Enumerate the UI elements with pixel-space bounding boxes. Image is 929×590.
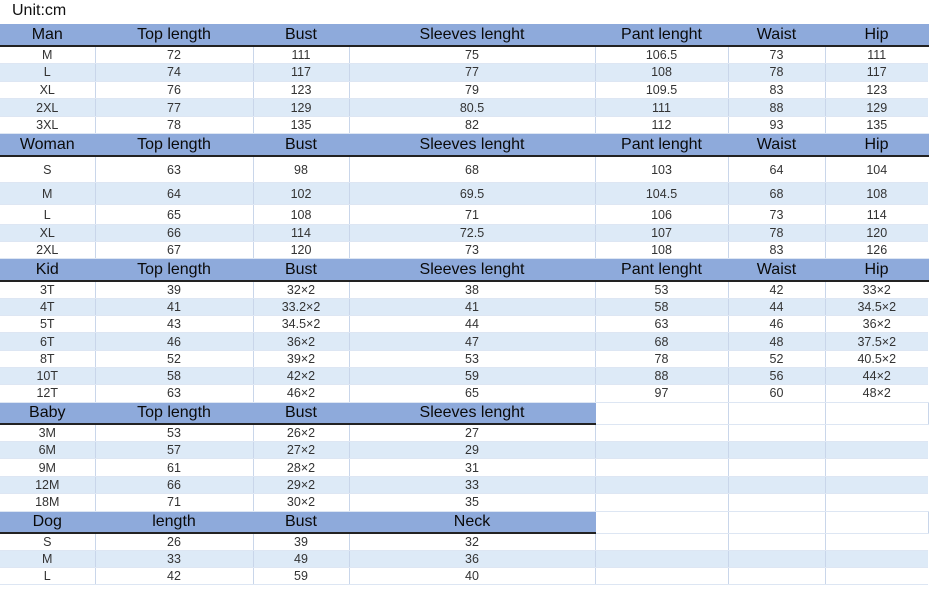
- dog-header-cell: Bust: [253, 511, 349, 533]
- dog-size-cell: 40: [349, 568, 595, 585]
- baby-header-cell: [595, 402, 728, 424]
- kid-size-cell: 78: [595, 350, 728, 367]
- baby-header-cell: Sleeves lenght: [349, 402, 595, 424]
- man-size-cell: 109.5: [595, 81, 728, 99]
- dog-header-cell: [728, 511, 825, 533]
- man-size-cell: 108: [595, 64, 728, 82]
- man-header-row: [0, 24, 928, 46]
- kid-size-row: [0, 316, 928, 333]
- dog-size-cell: M: [0, 550, 95, 567]
- kid-size-cell: 40.5×2: [825, 350, 928, 367]
- man-size-row: [0, 81, 928, 99]
- dog-size-cell: [825, 568, 928, 585]
- man-size-cell: 83: [728, 81, 825, 99]
- man-size-cell: 75: [349, 46, 595, 64]
- baby-size-cell: 71: [95, 494, 253, 511]
- man-size-cell: 88: [728, 99, 825, 117]
- man-header-cell: Waist: [728, 24, 825, 46]
- baby-size-cell: 35: [349, 494, 595, 511]
- dog-size-cell: 49: [253, 550, 349, 567]
- man-size-cell: 129: [825, 99, 928, 117]
- kid-size-cell: 44: [349, 316, 595, 333]
- man-size-cell: 111: [825, 46, 928, 64]
- kid-size-cell: 53: [595, 281, 728, 298]
- woman-size-cell: 71: [349, 205, 595, 225]
- dog-size-cell: 59: [253, 568, 349, 585]
- baby-size-cell: 18M: [0, 494, 95, 511]
- man-size-cell: XL: [0, 81, 95, 99]
- dog-header-cell: [825, 511, 928, 533]
- woman-size-cell: 126: [825, 242, 928, 259]
- woman-size-row: [0, 225, 928, 242]
- man-header-cell: Bust: [253, 24, 349, 46]
- man-size-cell: M: [0, 46, 95, 64]
- woman-header-cell: Bust: [253, 134, 349, 156]
- baby-header-cell: [825, 402, 928, 424]
- kid-header-cell: Top length: [95, 259, 253, 281]
- kid-size-cell: 46: [728, 316, 825, 333]
- baby-size-cell: [825, 459, 928, 476]
- man-size-cell: 3XL: [0, 116, 95, 134]
- woman-size-cell: 104.5: [595, 183, 728, 205]
- baby-size-cell: 66: [95, 476, 253, 493]
- man-size-cell: 77: [349, 64, 595, 82]
- dog-size-row: [0, 533, 928, 550]
- baby-size-cell: 53: [95, 424, 253, 441]
- woman-header-cell: Sleeves lenght: [349, 134, 595, 156]
- dog-header-cell: Neck: [349, 511, 595, 533]
- man-size-cell: 76: [95, 81, 253, 99]
- woman-size-cell: M: [0, 183, 95, 205]
- kid-header-cell: Bust: [253, 259, 349, 281]
- kid-size-cell: 56: [728, 367, 825, 384]
- dog-size-cell: S: [0, 533, 95, 550]
- dog-size-row: [0, 550, 928, 567]
- dog-header-cell: [595, 511, 728, 533]
- woman-size-row: [0, 183, 928, 205]
- woman-size-cell: 64: [95, 183, 253, 205]
- baby-size-row: [0, 494, 928, 511]
- kid-size-cell: 44×2: [825, 367, 928, 384]
- kid-size-cell: 59: [349, 367, 595, 384]
- man-header-cell: Hip: [825, 24, 928, 46]
- woman-size-cell: 68: [728, 183, 825, 205]
- kid-size-cell: 34.5×2: [825, 298, 928, 315]
- baby-header-cell: Baby: [0, 402, 95, 424]
- baby-size-cell: [595, 476, 728, 493]
- woman-size-cell: 104: [825, 156, 928, 183]
- baby-header-cell: [728, 402, 825, 424]
- kid-size-cell: 12T: [0, 385, 95, 402]
- baby-header-row: [0, 402, 928, 424]
- baby-size-cell: [595, 424, 728, 441]
- kid-size-row: [0, 367, 928, 384]
- dog-size-cell: [825, 533, 928, 550]
- dog-size-row: [0, 568, 928, 585]
- baby-size-cell: [825, 476, 928, 493]
- baby-size-cell: 27×2: [253, 441, 349, 458]
- dog-size-cell: 42: [95, 568, 253, 585]
- baby-size-cell: [728, 459, 825, 476]
- man-size-cell: 112: [595, 116, 728, 134]
- kid-size-cell: 33.2×2: [253, 298, 349, 315]
- woman-size-row: [0, 242, 928, 259]
- man-header-cell: Top length: [95, 24, 253, 46]
- woman-size-row: [0, 205, 928, 225]
- man-size-cell: 72: [95, 46, 253, 64]
- dog-header-cell: Dog: [0, 511, 95, 533]
- woman-size-cell: 120: [253, 242, 349, 259]
- kid-size-cell: 36×2: [253, 333, 349, 350]
- baby-size-cell: 61: [95, 459, 253, 476]
- kid-header-cell: Waist: [728, 259, 825, 281]
- dog-size-cell: L: [0, 568, 95, 585]
- kid-size-cell: 52: [95, 350, 253, 367]
- size-table-body: [0, 24, 928, 585]
- woman-size-cell: 103: [595, 156, 728, 183]
- man-size-row: [0, 46, 928, 64]
- woman-header-cell: Pant lenght: [595, 134, 728, 156]
- woman-size-cell: XL: [0, 225, 95, 242]
- kid-size-cell: 38: [349, 281, 595, 298]
- kid-size-cell: 43: [95, 316, 253, 333]
- kid-size-cell: 4T: [0, 298, 95, 315]
- kid-size-cell: 63: [95, 385, 253, 402]
- kid-size-row: [0, 333, 928, 350]
- dog-header-cell: length: [95, 511, 253, 533]
- woman-size-row: [0, 156, 928, 183]
- kid-size-cell: 88: [595, 367, 728, 384]
- baby-size-cell: [825, 441, 928, 458]
- man-size-cell: 117: [825, 64, 928, 82]
- man-size-cell: 135: [825, 116, 928, 134]
- kid-size-cell: 3T: [0, 281, 95, 298]
- woman-size-cell: 102: [253, 183, 349, 205]
- woman-size-cell: 83: [728, 242, 825, 259]
- dog-header-row: [0, 511, 928, 533]
- woman-header-row: [0, 134, 928, 156]
- dog-size-cell: 26: [95, 533, 253, 550]
- woman-header-cell: Top length: [95, 134, 253, 156]
- baby-size-cell: [825, 424, 928, 441]
- woman-size-cell: 67: [95, 242, 253, 259]
- baby-size-cell: [728, 424, 825, 441]
- man-header-cell: Man: [0, 24, 95, 46]
- kid-size-cell: 68: [595, 333, 728, 350]
- kid-size-cell: 52: [728, 350, 825, 367]
- woman-header-cell: Woman: [0, 134, 95, 156]
- man-size-row: [0, 116, 928, 134]
- woman-size-cell: 108: [253, 205, 349, 225]
- dog-size-cell: [728, 550, 825, 567]
- man-size-cell: 129: [253, 99, 349, 117]
- woman-size-cell: 114: [253, 225, 349, 242]
- baby-size-cell: [825, 494, 928, 511]
- kid-header-cell: Pant lenght: [595, 259, 728, 281]
- woman-size-cell: 73: [349, 242, 595, 259]
- baby-size-cell: 26×2: [253, 424, 349, 441]
- baby-size-row: [0, 476, 928, 493]
- kid-size-cell: 8T: [0, 350, 95, 367]
- woman-size-cell: 120: [825, 225, 928, 242]
- baby-size-row: [0, 459, 928, 476]
- man-size-cell: 106.5: [595, 46, 728, 64]
- baby-size-cell: 33: [349, 476, 595, 493]
- woman-size-cell: 2XL: [0, 242, 95, 259]
- woman-size-cell: 65: [95, 205, 253, 225]
- baby-header-cell: Top length: [95, 402, 253, 424]
- dog-size-cell: [825, 550, 928, 567]
- kid-size-row: [0, 298, 928, 315]
- baby-size-cell: 27: [349, 424, 595, 441]
- kid-header-row: [0, 259, 928, 281]
- baby-size-cell: 28×2: [253, 459, 349, 476]
- kid-size-cell: 58: [595, 298, 728, 315]
- man-size-cell: 111: [253, 46, 349, 64]
- kid-size-cell: 58: [95, 367, 253, 384]
- baby-size-cell: 29×2: [253, 476, 349, 493]
- woman-size-cell: 107: [595, 225, 728, 242]
- dog-size-cell: 36: [349, 550, 595, 567]
- man-size-cell: 135: [253, 116, 349, 134]
- man-size-cell: L: [0, 64, 95, 82]
- woman-size-cell: 98: [253, 156, 349, 183]
- man-size-cell: 80.5: [349, 99, 595, 117]
- woman-size-cell: 108: [825, 183, 928, 205]
- kid-size-cell: 46: [95, 333, 253, 350]
- dog-size-cell: [728, 533, 825, 550]
- man-size-cell: 117: [253, 64, 349, 82]
- woman-size-cell: 106: [595, 205, 728, 225]
- woman-size-cell: 72.5: [349, 225, 595, 242]
- dog-size-cell: [595, 533, 728, 550]
- man-size-cell: 111: [595, 99, 728, 117]
- baby-size-cell: [728, 441, 825, 458]
- kid-header-cell: Sleeves lenght: [349, 259, 595, 281]
- unit-label: Unit:cm: [12, 2, 67, 19]
- woman-size-cell: 68: [349, 156, 595, 183]
- kid-size-cell: 63: [595, 316, 728, 333]
- dog-size-cell: 33: [95, 550, 253, 567]
- woman-size-cell: 64: [728, 156, 825, 183]
- baby-size-cell: [595, 494, 728, 511]
- baby-size-cell: 30×2: [253, 494, 349, 511]
- woman-header-cell: Hip: [825, 134, 928, 156]
- kid-size-cell: 48×2: [825, 385, 928, 402]
- kid-size-cell: 32×2: [253, 281, 349, 298]
- man-size-row: [0, 99, 928, 117]
- kid-header-cell: Kid: [0, 259, 95, 281]
- man-size-cell: 78: [728, 64, 825, 82]
- man-header-cell: Sleeves lenght: [349, 24, 595, 46]
- kid-size-row: [0, 350, 928, 367]
- man-size-cell: 123: [253, 81, 349, 99]
- kid-size-cell: 5T: [0, 316, 95, 333]
- kid-size-cell: 39: [95, 281, 253, 298]
- kid-size-cell: 33×2: [825, 281, 928, 298]
- dog-size-cell: 39: [253, 533, 349, 550]
- man-size-cell: 77: [95, 99, 253, 117]
- baby-size-cell: [728, 494, 825, 511]
- kid-size-cell: 65: [349, 385, 595, 402]
- man-size-cell: 73: [728, 46, 825, 64]
- baby-size-cell: [595, 441, 728, 458]
- baby-size-cell: 12M: [0, 476, 95, 493]
- baby-header-cell: Bust: [253, 402, 349, 424]
- kid-size-cell: 53: [349, 350, 595, 367]
- woman-size-cell: 73: [728, 205, 825, 225]
- kid-size-cell: 6T: [0, 333, 95, 350]
- kid-size-cell: 47: [349, 333, 595, 350]
- man-size-cell: 123: [825, 81, 928, 99]
- kid-size-cell: 41: [349, 298, 595, 315]
- woman-size-cell: S: [0, 156, 95, 183]
- kid-size-cell: 34.5×2: [253, 316, 349, 333]
- kid-size-cell: 37.5×2: [825, 333, 928, 350]
- man-size-cell: 2XL: [0, 99, 95, 117]
- man-size-cell: 82: [349, 116, 595, 134]
- baby-size-row: [0, 424, 928, 441]
- baby-size-row: [0, 441, 928, 458]
- dog-size-cell: [728, 568, 825, 585]
- kid-size-cell: 44: [728, 298, 825, 315]
- man-size-row: [0, 64, 928, 82]
- woman-size-cell: 66: [95, 225, 253, 242]
- kid-size-cell: 10T: [0, 367, 95, 384]
- baby-size-cell: 3M: [0, 424, 95, 441]
- dog-size-cell: [595, 568, 728, 585]
- man-size-cell: 93: [728, 116, 825, 134]
- kid-size-row: [0, 281, 928, 298]
- woman-size-cell: L: [0, 205, 95, 225]
- dog-size-cell: 32: [349, 533, 595, 550]
- woman-size-cell: 108: [595, 242, 728, 259]
- kid-size-cell: 48: [728, 333, 825, 350]
- size-table: [0, 24, 929, 585]
- woman-size-cell: 69.5: [349, 183, 595, 205]
- woman-size-cell: 63: [95, 156, 253, 183]
- baby-size-cell: [728, 476, 825, 493]
- dog-size-cell: [595, 550, 728, 567]
- kid-size-cell: 60: [728, 385, 825, 402]
- kid-size-cell: 46×2: [253, 385, 349, 402]
- woman-header-cell: Waist: [728, 134, 825, 156]
- kid-size-cell: 97: [595, 385, 728, 402]
- kid-size-cell: 36×2: [825, 316, 928, 333]
- man-size-cell: 74: [95, 64, 253, 82]
- baby-size-cell: [595, 459, 728, 476]
- man-header-cell: Pant lenght: [595, 24, 728, 46]
- woman-size-cell: 114: [825, 205, 928, 225]
- man-size-cell: 79: [349, 81, 595, 99]
- baby-size-cell: 6M: [0, 441, 95, 458]
- kid-size-cell: 42: [728, 281, 825, 298]
- kid-header-cell: Hip: [825, 259, 928, 281]
- woman-size-cell: 78: [728, 225, 825, 242]
- baby-size-cell: 57: [95, 441, 253, 458]
- man-size-cell: 78: [95, 116, 253, 134]
- baby-size-cell: 31: [349, 459, 595, 476]
- kid-size-cell: 41: [95, 298, 253, 315]
- size-chart: [0, 24, 897, 585]
- kid-size-cell: 42×2: [253, 367, 349, 384]
- kid-size-cell: 39×2: [253, 350, 349, 367]
- baby-size-cell: 9M: [0, 459, 95, 476]
- kid-size-row: [0, 385, 928, 402]
- baby-size-cell: 29: [349, 441, 595, 458]
